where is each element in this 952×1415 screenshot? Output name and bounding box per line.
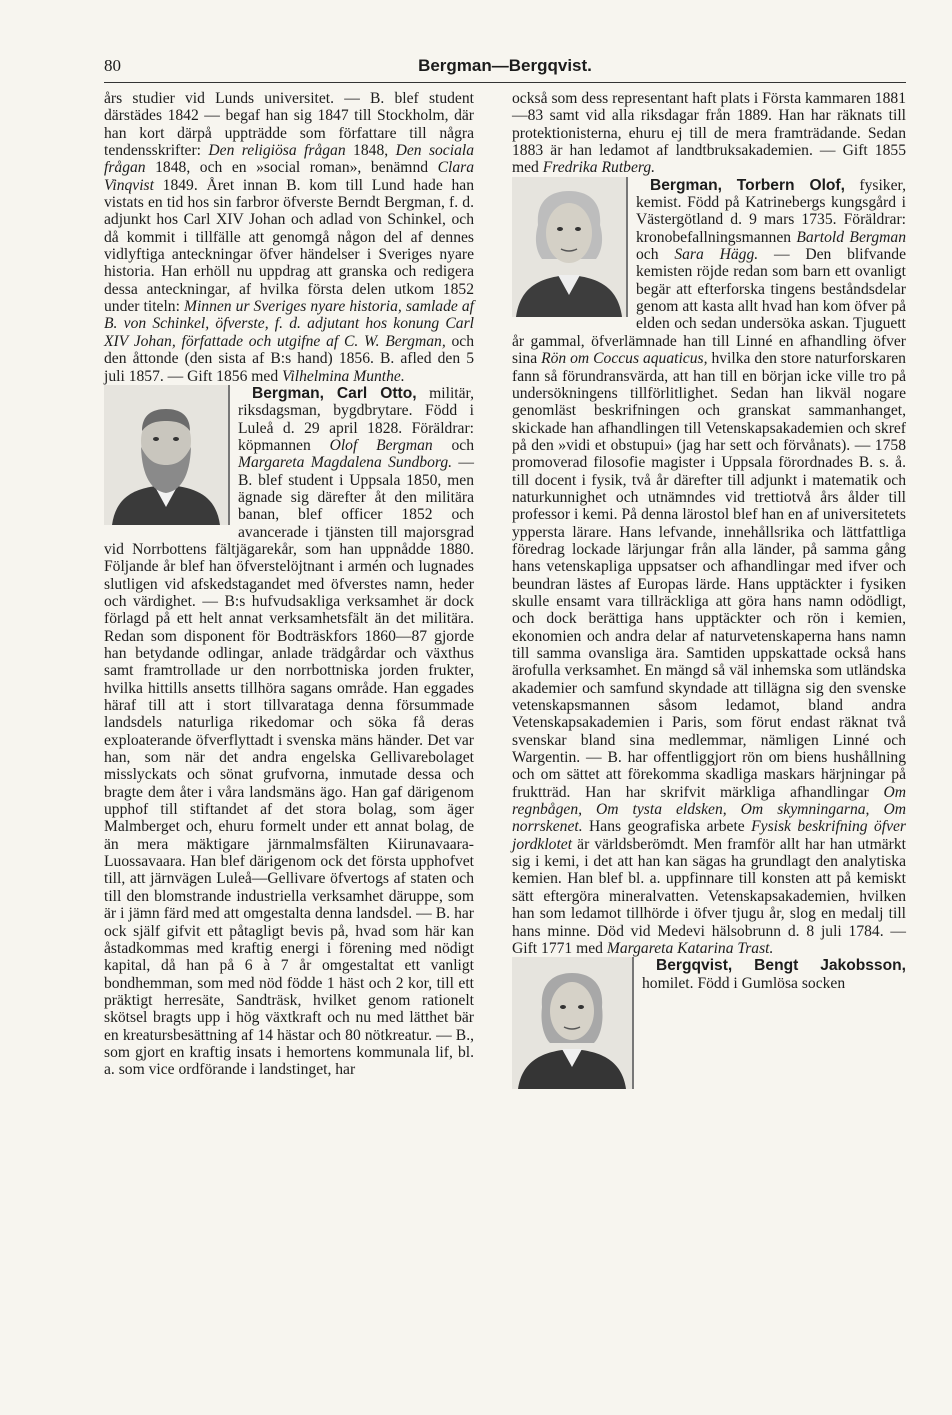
text-run: hvilka den store naturforskaren fann så förundransvärda, att han till en början icke ville tro på undersökningens tillförlitlighet. Sedan han likväl nogare genomläst beskrifningen och granskat sammanhanget, skickade han afhandlingen till Vetenskapsakademien och skref på den »vidi et obstupui» (jag har sett och förvånats). — 1758 promoverad filosofie magister i Uppsala förordnades B. s. å. till docent i fysik, två år därefter till adjunkt i matematik och naturkunnighet och utnämndes vid trettiotvå års ålder till professor i kemi. På denna lärostol blef han en af universitetets yppersta lärare. Hans lefvande, innehållsrika och lättfattliga föredrag lockade lärjungar från alla länder, på samma gång hans vetenskapliga uppsatser och afhandlingar med ifver och beundran lästes af Europas lärde. Hans upptäckter i fysiken skulle ensamt vara tillräckliga att göra hans namn odödligt, och dock berättiga hans upptäckter och rön i kemien, ekonomien och andra delar af naturvetenskaperna hans namn till samma ovansliga ära. Samtiden uppskattade också hans ärofulla verksamhet. En mängd så väl inhemska som utländska akademier och samfund skyndade att tillägna sig den svenske vetenskapsmannen såsom ledamot, bland andra Vetenskapsakademien i Paris, som förut endast räknat två svenskar bland sina medlemmar, nämligen Linné och Wargentin. — B. har offentliggjort rön om biens hushållning och om sättet att förekomma skadliga maskars härjningar på fruktträd. Han har skrifvit märkliga afhandlingar [512,350,906,801]
entry-bengt-jakobsson-bergqvist [512,957,906,992]
italic-text: Bartold Bergman [796,228,907,246]
italic-text: Olof Bergman [329,436,433,454]
left-column [104,90,474,1079]
page-number: 80 [104,56,121,75]
entry-carl-otto-bergman [104,385,474,1079]
italic-text: Den religiösa frågan [208,142,346,160]
italic-text: Sara Hägg. [674,246,759,264]
italic-text: Margareta Magdalena Sundborg. [238,454,453,472]
text-run: är världsberömdt. Men framför allt har han utmärkt sig i kemi, i det att han kan sägas ha grundlagt den analytiska kemien. Han blef bl. a. uppfinnare till konsten att på kemiskt sätt eftergöra mineralvatten. Vetenskapsakademien, hvilken han som ledamot tillhörde i öfver tjugu år, slog en medalj till hans minne. Död vid Medevi hälsobrunn d. 8 juli 1784. — Gift 1771 med [512,835,906,957]
italic-text: Om regnbågen, Om tysta eldsken, Om skymningarna, Om norrskenet. [512,783,906,836]
text-run: — Den blifvande kemisten röjde redan som barn ett ovanligt begär att efterforska tingens beståndsdelar genom att kasta allt hvad han kom öfver på elden och sedan undersöka askan. Tjuguett år gammal, öfverlämnade han till Linné en afhandling öfver sina [512,246,906,368]
text-run: också som dess representant haft plats i Första kammaren 1881—83 samt vid alla riksdagar från 1889. Han har räknats till protektionisterna, ehuru ej till de mera framträdande. Sedan 1883 är han ledamot af landtbruksakademien. — Gift 1855 med [512,90,906,177]
entry-headword: Bergman, Torbern Olof, [650,176,845,194]
portrait-carl-otto-bergman [104,385,230,525]
text-run: Hans geografiska arbete [582,818,752,836]
entry-headword: Bergman, Carl Otto, [252,384,417,402]
page-header [104,56,906,82]
italic-text: Den sociala frågan [104,142,474,177]
portrait-torbern-olof-bergman [512,177,628,317]
italic-text: Minnen ur Sveriges nyare historia, samlade af B. von Schinkel, öfverste, f. d. adjutant hos konung Carl XIV Johan, författade och utgifne af C. W. Bergman, [104,298,474,350]
text-run: och den åttonde (den sista af B:s hand) 1856. B. afled den 5 juli 1857. — Gift 1856 med [104,332,475,385]
text-run: — B. blef student i Uppsala 1850, men ägnade sig därefter åt den militära banan, blef officer 1852 och avancerade i tjänsten till majorsgrad vid Norrbottens fältjägarekår, som han uppnådde 1880. Följande år blef han öfverstelöjtnant i armén och lugnades slutligen vid afskedstagandet med öfverstes namn, heder och värdighet. — B:s hufvudsakliga verksamhet är dock förlagd på ett helt annat verksamhetsfält än det militära. Redan som disponent för Bodträskfors 1860—87 gjorde han betydande odlingar, anlade trädgårdar och växthus samt framtrollade ur den norrbottniska jorden frukter, hvilka hittills ansetts tillhöra sagans område. Han eggades häraf till att i stort tillvarataga denna försummade landsdels naturliga rikedomar och söka få deras exploaterande öfverflyttadt i svenska mäns händer. Det var han, som när det andra engelska Gellivarebolaget misslyckats och sönat grufvorna, inmutade dessa och bragte dem åter i våra landsmäns ägo. Han gaf därigenom upphof till stiftandet af det stora bolag, som äger Malmberget och, ehuru formelt under ett annat bolag, de än mera mäktigare järnmalmsfälten Kiirunavaara-Luossavaara. Han blef därigenom ock det första upphofvet till, att järnvägen Luleå—Gellivare öfvertogs af staten och till den blomstrande industriella verksamhet däruppe, som är i jämn färd med att omgestalta denna landsdel. — B. har ock själf gifvit ett påtagligt bevis på, hvad som här kan åstadkommas med kraftig energi i förening med nödigt kapital, då han på 6 à 7 år omgestaltat ett vanligt bondhemman, som med nöd födde 1 häst och 2 kor, till ett präktigt herresäte, Sandträsk, hvilket genom rationelt skötsel bragts upp i hög växtkraft och nu med lätthet bär en kreatursbesättning af 14 hästar och 80 nötkreatur. — B., som gjort en kraftig insats i hemortens kommunala lif, bl. a. som vice ordförande i landstinget, har [104,454,474,1079]
right-column [512,90,906,1091]
italic-text: Clara Vinqvist [104,159,474,194]
text-run: fysiker, kemist. Född på Katrinebergs kungsgård i Västergötland d. 9 mars 1735. Föräldrar: kronobefallningsmannen [636,176,906,246]
header-rule [104,82,906,83]
entry-headword: Bergqvist, Bengt Jakobsson, [656,957,906,975]
text-run: och [432,436,475,454]
portrait-bengt-jakobsson-bergqvist [512,957,634,1089]
text-run: homilet. Född i Gumlösa socken [642,974,846,992]
article-continuation [104,90,474,385]
running-title: Bergman—Bergqvist. [418,56,592,75]
text-run: 1849. Året innan B. kom till Lund hade han vistats en tid hos sin farbror öfverste Berndt Bergman, f. d. adjunkt hos Carl XIV Johan och adlad von Schinkel, och då kommit i tillfälle att genomgå någon del af dennes vidlyftiga anteckningar öfver händelser i Sveriges nyare historia. Han erhöll nu uppdrag att granska och redigera dessa anteckningar, af hvilka första delen utkom 1852 under titeln: [104,176,474,316]
entry-torbern-olof-bergman [512,177,906,957]
text-run: och [636,246,675,264]
article-continuation-right [512,90,906,177]
italic-text: Rön om Coccus aquaticus, [541,350,708,368]
italic-text: Margareta Katarina Trast. [606,939,774,957]
text-run: års studier vid Lunds universitet. — B. blef student därstädes 1842 — begaf han sig 1847 till Stockholm, där han kort därpå uppträdde som författare till några tendensskrifter: [104,90,474,160]
text-run: militär, riksdagsman, bygdbrytare. Född i Luleå d. 29 april 1828. Föräldrar: köpmannen [238,384,475,454]
text-run: 1848, och en »social roman», benämnd [145,159,438,177]
text-run: 1848, [345,142,396,160]
italic-text: Vilhelmina Munthe. [282,367,405,385]
italic-text: Fysisk beskrifning öfver jordklotet [512,818,906,853]
italic-text: Fredrika Rutberg. [542,159,656,177]
